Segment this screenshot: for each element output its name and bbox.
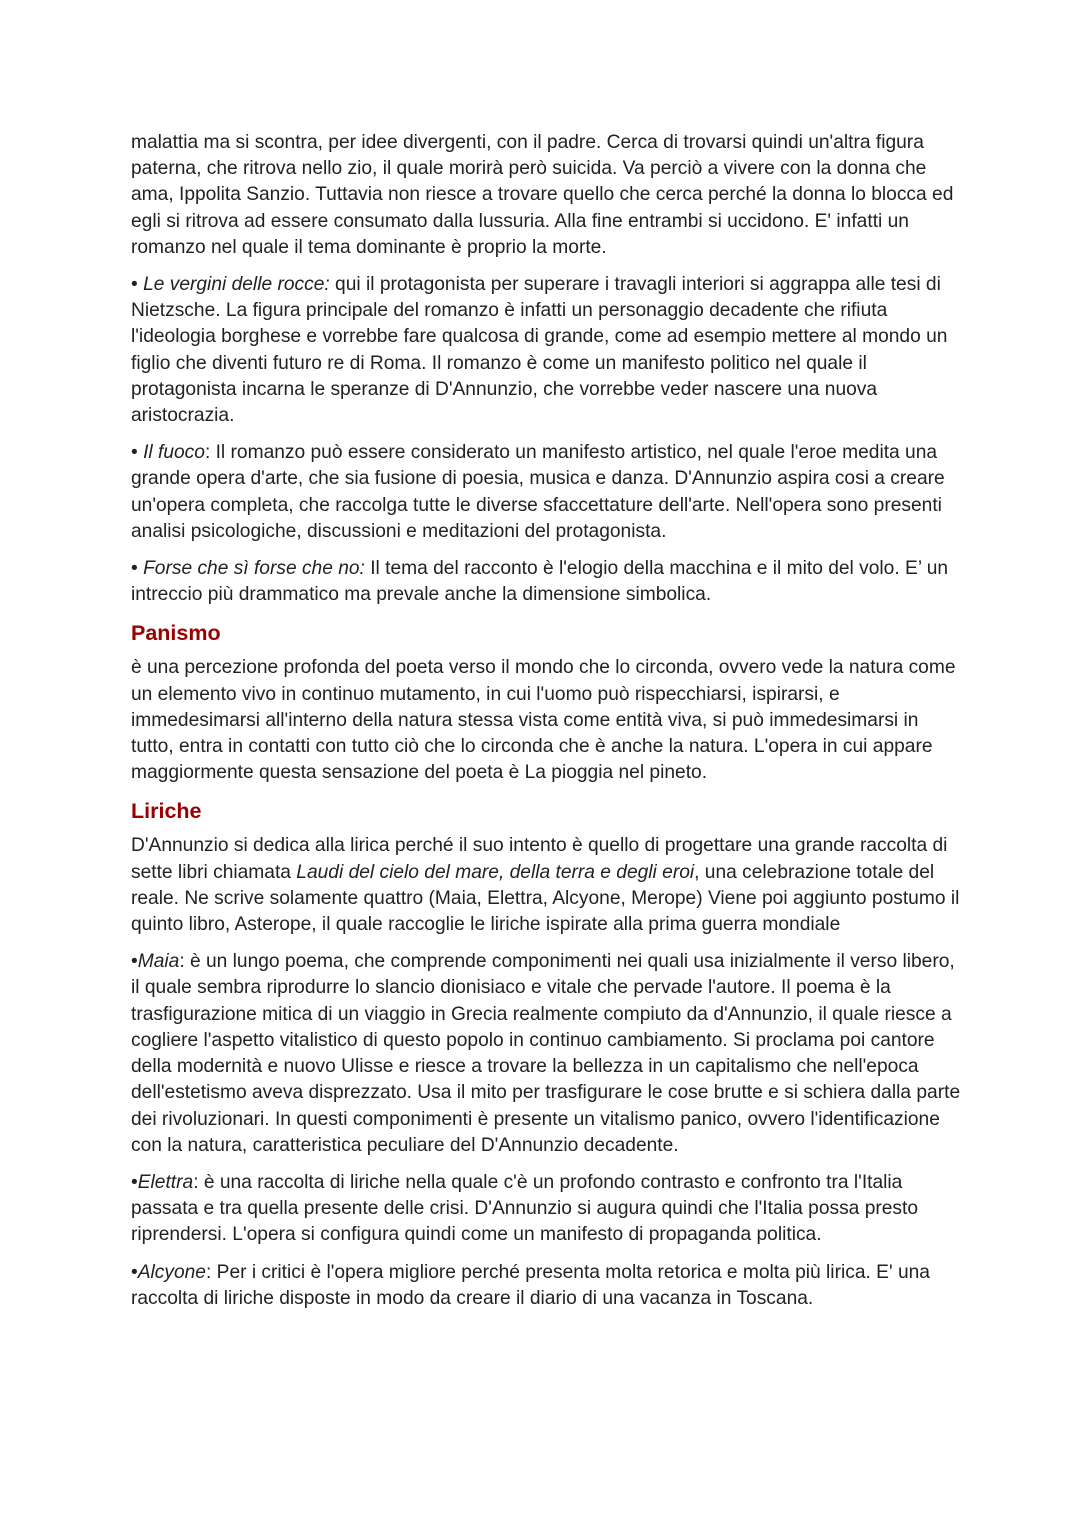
work-title-forse: Forse che sì forse che no: bbox=[143, 558, 365, 580]
paragraph-forse-che-si bbox=[131, 556, 961, 608]
work-title-alcyone: Alcyone bbox=[137, 1261, 206, 1283]
paragraph-text: : è un lungo poema, che comprende componimenti nei quali usa inizialmente il verso libero, il quale sembra riprodurre lo slancio dionisiaco e vitale che pervade l'autore. Il poema è la trasfigurazione mitica di un viaggio in Grecia realmente compiuto da d'Annunzio, il quale riesce a cogliere l'aspetto vitalistico di questo popolo in continuo cambiamento. Si proclama poi cantore della modernità e nuovo Ulisse e riesce a trovare la bellezza in un capitalismo che nell'epoca dell'estetismo aveva disprezzato. Usa il mito per trasfigurare le cose brutte e si schiera dalla parte dei rivoluzionari. In questi componimenti è presente un vitalismo panico, ovvero l'identificazione con la natura, caratteristica peculiare del D'Annunzio decadente. bbox=[131, 951, 961, 1156]
paragraph-text: : è una raccolta di liriche nella quale c'è un profondo contrasto e confronto tra l'Italia passata e tra quella presente delle crisi. D'Annunzio si augura quindi che l'Italia possa presto riprendersi. L'opera si configura quindi come un manifesto di propaganda politica. bbox=[131, 1171, 919, 1246]
paragraph-il-fuoco bbox=[131, 440, 961, 545]
heading-liriche: Liriche bbox=[131, 799, 202, 824]
paragraph-text: : Il romanzo può essere considerato un manifesto artistico, nel quale l'eroe medita una grande opera d'arte, che sia fusione di poesia, musica e danza. D'Annunzio aspira cosi a creare un'opera completa, che raccolga tutte le diverse sfaccettature dell'arte. Nell'opera sono presenti analisi psicologiche, discussioni e meditazioni del protagonista. bbox=[131, 442, 945, 542]
paragraph-text: : Per i critici è l'opera migliore perché presenta molta retorica e molta più lirica. E' una raccolta di liriche disposte in modo da creare il diario di una vacanza in Toscana. bbox=[131, 1261, 930, 1309]
paragraph-panismo: è una percezione profonda del poeta verso il mondo che lo circonda, ovvero vede la natura come un elemento vivo in continuo mutamento, in cui l'uomo può rispecchiarsi, ispirarsi, e immedesimarsi all'interno della natura stessa vista come entità viva, si può immedesimarsi in tutto, entra in contatti con tutto ciò che lo circonda che è anche la natura. L'opera in cui appare maggiormente questa sensazione del poeta è La pioggia nel pineto. bbox=[131, 657, 956, 784]
bullet: • bbox=[131, 558, 144, 580]
bullet: • bbox=[131, 1261, 138, 1283]
paragraph-intro: malattia ma si scontra, per idee divergenti, con il padre. Cerca di trovarsi quindi un'altra figura paterna, che ritrova nello zio, il quale morirà però suicida. Va perciò a vivere con la donna che ama, Ippolita Sanzio. Tuttavia non riesce a trovare quello che cerca perché la donna lo blocca ed egli si ritrova ad essere consumato dalla lussuria. Alla fine entrambi si uccidono. E' infatti un romanzo nel quale il tema dominante è proprio la morte. bbox=[131, 132, 954, 258]
bullet: • bbox=[131, 1171, 138, 1193]
document-page bbox=[131, 130, 961, 1323]
paragraph-elettra bbox=[131, 1170, 961, 1249]
bullet: • bbox=[131, 951, 138, 973]
paragraph-text: qui il protagonista per superare i travagli interiori si aggrappa alle tesi di Nietzsche. La figura principale del romanzo è infatti un personaggio decadente che rifiuta l'ideologia borghese e vorrebbe fare qualcosa di grande, come ad esempio mettere al mondo un figlio che diventi futuro re di Roma. Il romanzo è come un manifesto politico nel quale il protagonista incarna le speranze di D'Annunzio, che vorrebbe veder nascere una nuova aristocrazia. bbox=[131, 274, 948, 427]
work-title-elettra: Elettra bbox=[137, 1171, 194, 1193]
bullet: • bbox=[131, 274, 144, 296]
work-title-maia: Maia bbox=[137, 951, 180, 973]
paragraph-alcyone bbox=[131, 1260, 961, 1312]
paragraph-text: , una celebrazione totale del reale. Ne scrive solamente quattro (Maia, Elettra, Alcyone, Merope) Viene poi aggiunto postumo il quinto libro, Asterope, il quale raccoglie le liriche ispirate alla prima guerra mondiale bbox=[131, 861, 960, 936]
work-title-vergini: Le vergini delle rocce: bbox=[143, 274, 330, 296]
paragraph-text: D'Annunzio si dedica alla lirica perché il suo intento è quello di progettare una grande raccolta di sette libri chiamata bbox=[131, 835, 948, 883]
work-title-fuoco: Il fuoco bbox=[143, 442, 205, 464]
paragraph-liriche-intro bbox=[131, 833, 961, 938]
paragraph-maia bbox=[131, 949, 961, 1159]
heading-panismo: Panismo bbox=[131, 621, 221, 646]
work-title-laudi: Laudi del cielo del mare, della terra e degli eroi bbox=[296, 861, 695, 883]
paragraph-vergini-delle-rocce bbox=[131, 272, 961, 429]
bullet: • bbox=[131, 442, 144, 464]
paragraph-text: Il tema del racconto è l'elogio della macchina e il mito del volo. E’ un intreccio più drammatico ma prevale anche la dimensione simbolica. bbox=[131, 558, 949, 606]
